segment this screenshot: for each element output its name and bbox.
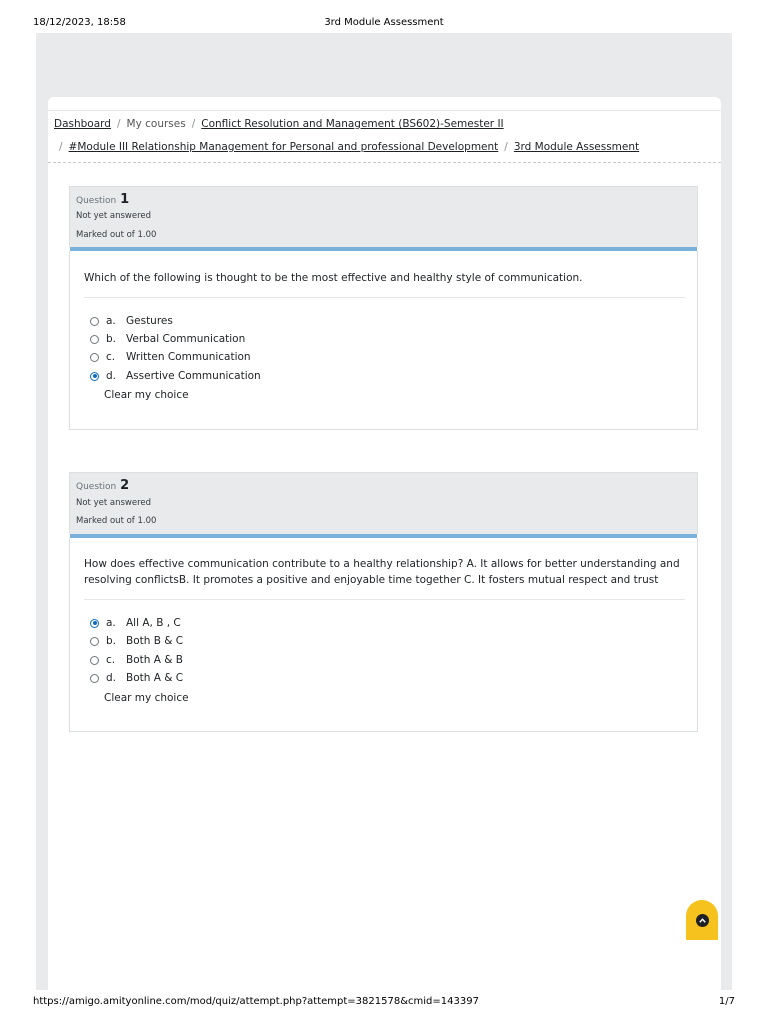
question-2-status: Not yet answered <box>76 498 152 508</box>
print-footer <box>0 994 768 1014</box>
question-2-content <box>69 538 698 732</box>
radio-button[interactable] <box>90 335 99 344</box>
q2-answer-d[interactable] <box>90 670 183 686</box>
question-1-text: Which of the following is thought to be the most effective and healthy style of communication. <box>84 272 583 284</box>
answer-letter: b. <box>106 635 117 647</box>
question-1-number: 1 <box>120 192 130 207</box>
answer-text: All A, B , C <box>126 617 181 629</box>
question-2-text-line-1: How does effective communication contribute to a healthy relationship? A. It allows for better understanding and <box>84 558 680 570</box>
question-divider <box>84 297 685 298</box>
answer-text: Both B & C <box>126 635 184 647</box>
q2-clear-choice-link[interactable]: Clear my choice <box>104 692 189 704</box>
answer-letter: c. <box>106 351 116 363</box>
radio-button[interactable] <box>90 317 99 326</box>
radio-button[interactable] <box>90 674 99 683</box>
answer-text: Verbal Communication <box>126 333 246 345</box>
radio-button-selected[interactable] <box>90 619 99 628</box>
answer-letter: d. <box>106 370 117 382</box>
breadcrumb <box>48 110 721 163</box>
q2-answer-c[interactable] <box>90 652 183 668</box>
question-2-marks: Marked out of 1.00 <box>76 516 157 526</box>
question-2-text <box>84 556 684 588</box>
radio-button[interactable] <box>90 637 99 646</box>
question-1-status: Not yet answered <box>76 211 152 221</box>
q2-answer-b[interactable] <box>90 633 183 649</box>
q1-answer-a[interactable] <box>90 313 173 329</box>
breadcrumb-separator: / <box>191 118 196 130</box>
question-2-info <box>69 472 698 534</box>
answer-text: Both A & C <box>126 672 184 684</box>
breadcrumb-separator: / <box>116 118 121 130</box>
question-1-marks: Marked out of 1.00 <box>76 230 157 240</box>
radio-button-selected[interactable] <box>90 372 99 381</box>
breadcrumb-separator: / <box>59 141 63 153</box>
radio-button[interactable] <box>90 353 99 362</box>
answer-text: Assertive Communication <box>126 370 261 382</box>
question-divider <box>84 599 685 600</box>
answer-text: Both A & B <box>126 654 183 666</box>
print-url: https://amigo.amityonline.com/mod/quiz/attempt.php?attempt=3821578&cmid=143397 <box>33 996 479 1007</box>
breadcrumb-dashboard[interactable]: Dashboard <box>54 118 111 130</box>
question-2-label: Question 2 <box>76 478 130 493</box>
answer-letter: c. <box>106 654 116 666</box>
answer-letter: a. <box>106 315 116 327</box>
q1-answer-b[interactable] <box>90 331 245 347</box>
breadcrumb-assessment[interactable]: 3rd Module Assessment <box>513 141 640 153</box>
question-1-label: Question 1 <box>76 192 130 207</box>
breadcrumb-module[interactable]: #Module III Relationship Management for Personal and professional Development <box>68 141 499 153</box>
print-header <box>0 0 768 33</box>
answer-letter: d. <box>106 672 117 684</box>
chevron-up-icon <box>696 914 709 927</box>
radio-button[interactable] <box>90 656 99 665</box>
question-2-number: 2 <box>120 478 130 493</box>
question-2-text-line-2: resolving conflictsB. It promotes a positive and enjoyable time together C. It fosters mutual respect and trust <box>84 574 659 586</box>
breadcrumb-separator: / <box>504 141 508 153</box>
answer-letter: a. <box>106 617 116 629</box>
question-1-info <box>69 186 698 247</box>
q2-answer-a[interactable] <box>90 615 181 631</box>
back-to-top-button[interactable] <box>686 900 718 940</box>
breadcrumb-my-courses: My courses <box>126 118 186 130</box>
q1-answer-c[interactable] <box>90 349 251 365</box>
question-1-content <box>69 251 698 430</box>
answer-text: Written Communication <box>126 351 251 363</box>
answer-letter: b. <box>106 333 117 345</box>
q1-answer-d[interactable] <box>90 368 261 384</box>
print-datetime: 18/12/2023, 18:58 <box>33 17 126 28</box>
breadcrumb-course[interactable]: Conflict Resolution and Management (BS602)-Semester II <box>201 118 504 130</box>
print-page-title: 3rd Module Assessment <box>324 17 444 28</box>
answer-text: Gestures <box>126 315 173 327</box>
print-page-number: 1/7 <box>718 996 735 1007</box>
q1-clear-choice-link[interactable]: Clear my choice <box>104 389 189 401</box>
